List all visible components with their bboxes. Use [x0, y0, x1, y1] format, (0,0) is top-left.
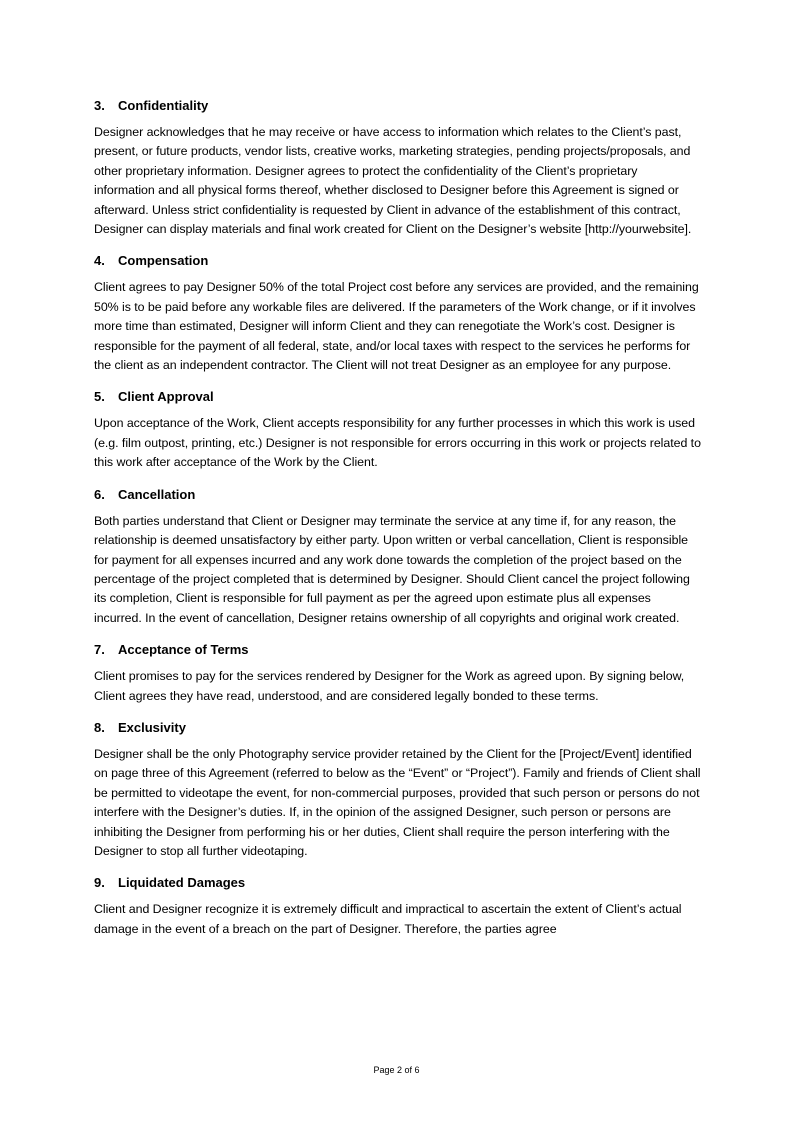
- section-number: 4.: [94, 253, 105, 269]
- section-paragraph: Upon acceptance of the Work, Client accepts responsibility for any further processes in which this work is used (e.g. film outpost, printing, etc.) Designer is not responsible for errors occurring in this work or projects related to this work after acceptance of the Work by the Client.: [94, 416, 701, 470]
- section-title: Acceptance of Terms: [118, 642, 249, 658]
- section-title: Exclusivity: [118, 719, 186, 735]
- section-confidentiality: [94, 96, 701, 239]
- section-title: Cancellation: [118, 486, 196, 502]
- section-title: Liquidated Damages: [118, 875, 246, 891]
- section-exclusivity: [94, 718, 701, 861]
- page-number-label: Page 2 of 6: [373, 1065, 420, 1075]
- section-acceptance-of-terms: [94, 640, 701, 706]
- section-title: Client Approval: [118, 389, 214, 405]
- section-number: 8.: [94, 719, 105, 735]
- section-number: 5.: [94, 389, 105, 405]
- section-paragraph: Client promises to pay for the services rendered by Designer for the Work as agreed upon. By signing below, Client agrees they have read, understood, and are considered legally bonded to these terms.: [94, 669, 685, 703]
- section-number: 3.: [94, 98, 105, 113]
- section-compensation: [94, 251, 701, 375]
- section-heading: [94, 96, 701, 115]
- section-heading: [94, 873, 701, 892]
- section-title: Compensation: [118, 253, 209, 269]
- section-client-approval: [94, 387, 701, 472]
- section-heading: [94, 718, 701, 737]
- section-number: 7.: [94, 642, 105, 658]
- section-heading: [94, 485, 701, 504]
- section-paragraph: Both parties understand that Client or Designer may terminate the service at any time if, for any reason, the relationship is deemed unsatisfactory by either party. Upon written or verbal cancellation, Client is responsible for payment for all expenses incurred and any work done towards the completion of the project based on the percentage of the project completed that is determined by Designer. Should Client cancel the project following its completion, Client is responsible for full payment as per the agreed upon estimate plus all expenses incurred. In the event of cancellation, Designer retains ownership of all copyrights and original work created.: [94, 513, 690, 625]
- section-heading: [94, 251, 701, 270]
- section-paragraph: Designer acknowledges that he may receive or have access to information which relates to the Client’s past, present, or future products, vendor lists, creative works, marketing strategies, pending projects/proposals, and other proprietary information. Designer agrees to protect the confidentiality of the Client’s proprietary information and all physical forms thereof, whether disclosed to Designer before this Agreement is signed or afterward. Unless strict confidentiality is requested by Client in advance of the establishment of this contract, Designer can display materials and final work created for Client on the Designer’s website [http://yourwebsite].: [94, 125, 692, 237]
- section-title: Confidentiality: [118, 98, 209, 113]
- section-cancellation: [94, 485, 701, 628]
- section-paragraph: Client and Designer recognize it is extremely difficult and impractical to ascertain the extent of Client’s actual damage in the event of a breach on the part of Designer. Therefore, the parties agree: [94, 902, 682, 936]
- section-heading: [94, 387, 701, 406]
- section-paragraph: Client agrees to pay Designer 50% of the total Project cost before any services are provided, and the remaining 50% is to be paid before any workable files are delivered. If the parameters of the Work change, or if it involves more time than estimated, Designer will inform Client and they can renegotiate the Work’s cost. Designer is responsible for the payment of all federal, state, and/or local taxes with respect to the services he performs for the client as an independent contractor. The Client will not treat Designer as an employee for any purpose.: [94, 280, 699, 373]
- page-footer: [0, 1064, 793, 1076]
- section-liquidated-damages: [94, 873, 701, 939]
- document-body: [94, 96, 701, 951]
- section-number: 9.: [94, 875, 105, 891]
- section-paragraph: Designer shall be the only Photography service provider retained by the Client for the [Project/Event] identified on page three of this Agreement (referred to below as the “Event” or “Project”). Family and friends of Client shall be permitted to videotape the event, for non-commercial purposes, provided that such person or persons do not interfere with the Designer’s duties. If, in the opinion of the assigned Designer, such person or persons are inhibiting the Designer from performing his or her duties, Client shall require the person interfering with the Designer to stop all further videotaping.: [94, 746, 701, 858]
- section-heading: [94, 640, 701, 659]
- section-number: 6.: [94, 486, 105, 502]
